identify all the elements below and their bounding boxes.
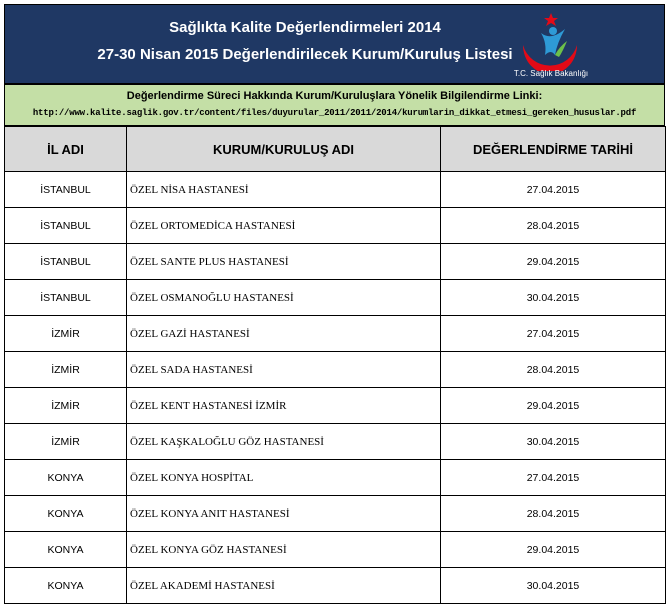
table-row (5, 172, 666, 208)
table-row (5, 496, 666, 532)
institution-cell: ÖZEL AKADEMİ HASTANESİ (127, 568, 441, 604)
page-title: Sağlıkta Kalite Değerlendirmeleri 2014 (169, 19, 441, 36)
date-cell: 27.04.2015 (441, 460, 666, 496)
table-row (5, 208, 666, 244)
date-cell: 27.04.2015 (441, 316, 666, 352)
date-cell: 29.04.2015 (441, 388, 666, 424)
city-cell: İZMİR (5, 352, 127, 388)
table-row (5, 316, 666, 352)
column-header-city: İL ADI (5, 127, 127, 172)
city-cell: İZMİR (5, 424, 127, 460)
date-cell: 29.04.2015 (441, 532, 666, 568)
document-sheet (4, 4, 665, 602)
table-row (5, 460, 666, 496)
institution-cell: ÖZEL KENT HASTANESİ İZMİR (127, 388, 441, 424)
city-cell: KONYA (5, 460, 127, 496)
date-cell: 27.04.2015 (441, 172, 666, 208)
ministry-emblem-icon (511, 11, 591, 71)
institution-cell: ÖZEL KONYA ANIT HASTANESİ (127, 496, 441, 532)
institution-cell: ÖZEL SADA HASTANESİ (127, 352, 441, 388)
table-row (5, 280, 666, 316)
city-cell: İZMİR (5, 388, 127, 424)
institution-cell: ÖZEL KONYA GÖZ HASTANESİ (127, 532, 441, 568)
date-cell: 28.04.2015 (441, 496, 666, 532)
logo-caption: T.C. Sağlık Bakanlığı (513, 69, 589, 78)
city-cell: İSTANBUL (5, 172, 127, 208)
ministry-logo (511, 11, 591, 81)
page-subtitle: 27-30 Nisan 2015 Değerlendirilecek Kurum/Kuruluş Listesi (97, 46, 513, 63)
date-cell: 28.04.2015 (441, 352, 666, 388)
title-banner (4, 4, 665, 84)
table-row (5, 532, 666, 568)
city-cell: KONYA (5, 532, 127, 568)
column-header-date: DEĞERLENDİRME TARİHİ (441, 127, 666, 172)
institution-cell: ÖZEL NİSA HASTANESİ (127, 172, 441, 208)
date-cell: 30.04.2015 (441, 568, 666, 604)
city-cell: KONYA (5, 496, 127, 532)
institution-cell: ÖZEL GAZİ HASTANESİ (127, 316, 441, 352)
info-link[interactable]: http://www.kalite.saglik.gov.tr/content/files/duyurular_2011/2011/2014/kurumlarin_dikkat_etmesi_gereken_hususlar.pdf (32, 108, 637, 118)
table-row (5, 568, 666, 604)
institution-cell: ÖZEL SANTE PLUS HASTANESİ (127, 244, 441, 280)
info-heading: Değerlendirme Süreci Hakkında Kurum/Kuruluşlara Yönelik Bilgilendirme Linki: (126, 90, 543, 102)
city-cell: KONYA (5, 568, 127, 604)
date-cell: 30.04.2015 (441, 424, 666, 460)
column-header-institution: KURUM/KURULUŞ ADI (127, 127, 441, 172)
institution-cell: ÖZEL OSMANOĞLU HASTANESİ (127, 280, 441, 316)
date-cell: 28.04.2015 (441, 208, 666, 244)
institution-cell: ÖZEL KONYA HOSPİTAL (127, 460, 441, 496)
table-row (5, 388, 666, 424)
date-cell: 30.04.2015 (441, 280, 666, 316)
institution-cell: ÖZEL KAŞKALOĞLU GÖZ HASTANESİ (127, 424, 441, 460)
table-header-row (5, 127, 666, 172)
city-cell: İSTANBUL (5, 280, 127, 316)
city-cell: İSTANBUL (5, 208, 127, 244)
date-cell: 29.04.2015 (441, 244, 666, 280)
table-row (5, 424, 666, 460)
city-cell: İSTANBUL (5, 244, 127, 280)
table-row (5, 352, 666, 388)
institution-cell: ÖZEL ORTOMEDİCA HASTANESİ (127, 208, 441, 244)
info-banner (4, 84, 665, 126)
institution-table (4, 126, 666, 604)
city-cell: İZMİR (5, 316, 127, 352)
table-row (5, 244, 666, 280)
